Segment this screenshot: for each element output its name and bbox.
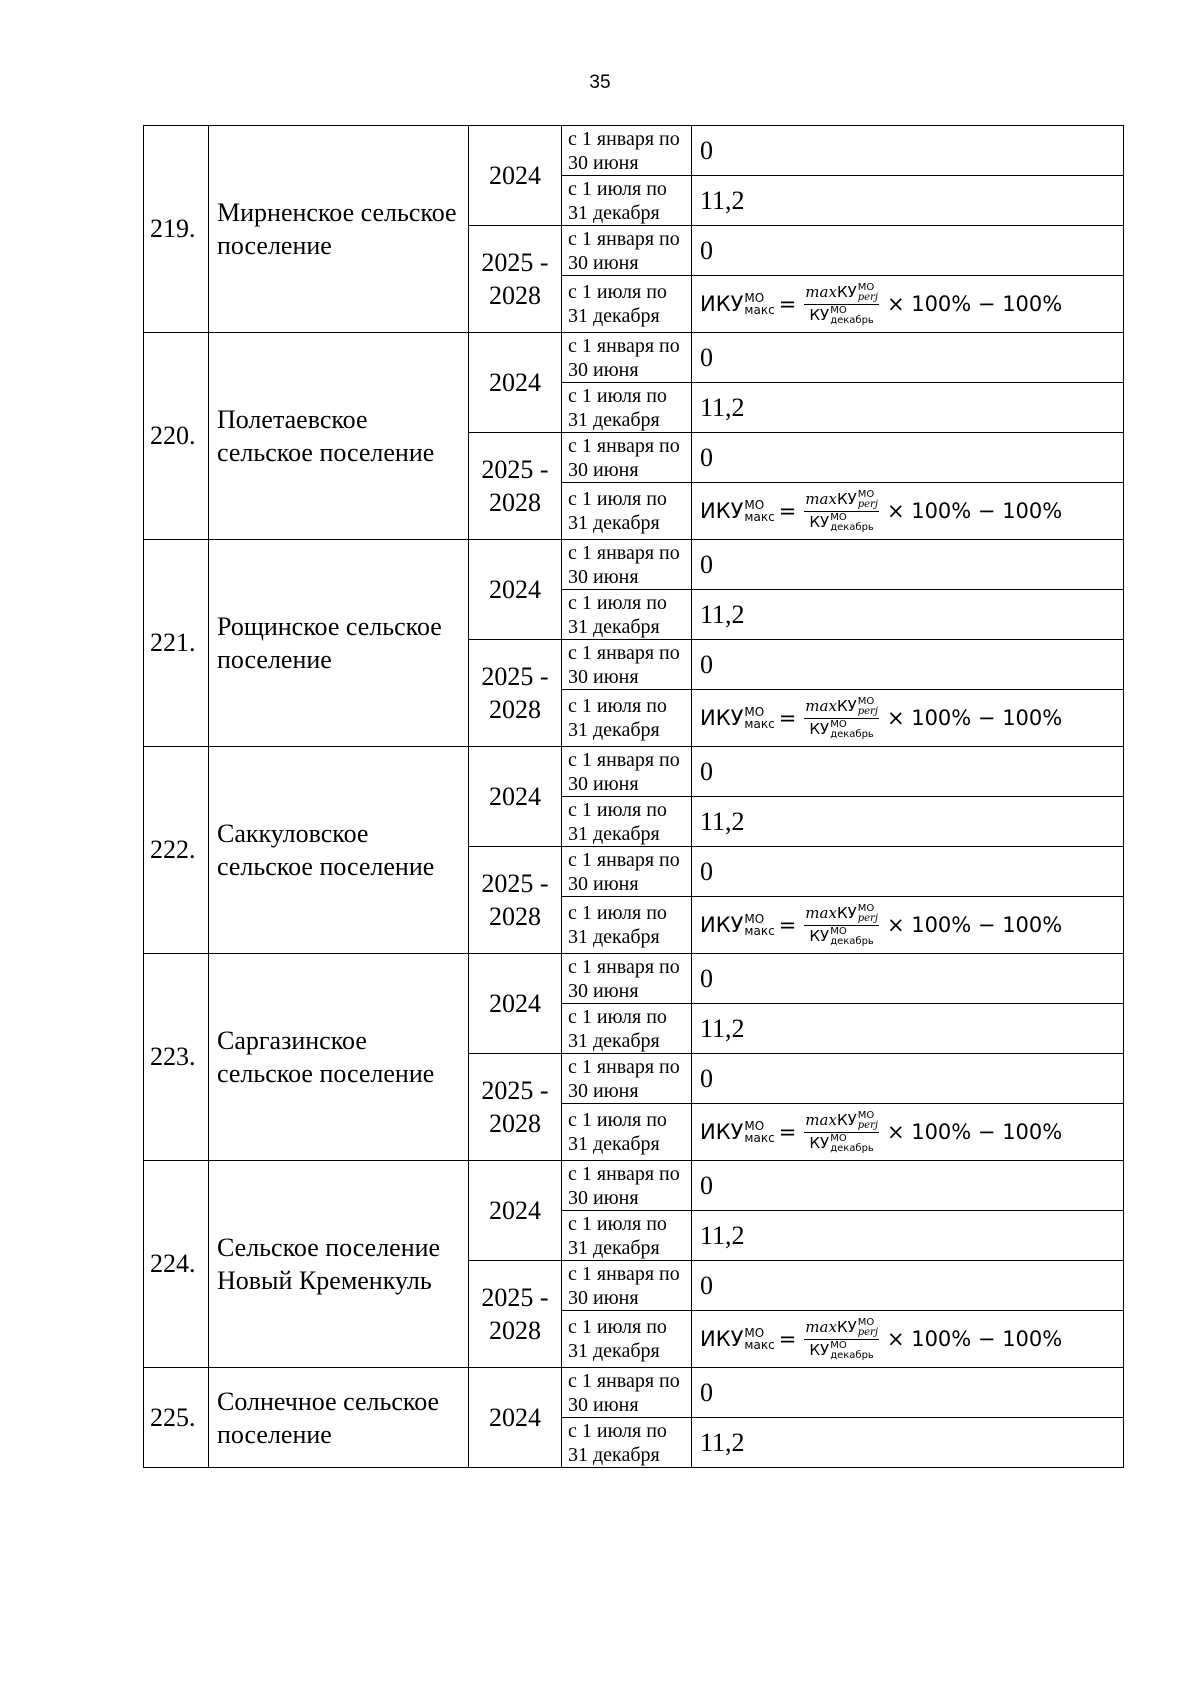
formula-equals: =: [778, 292, 797, 316]
formula: [700, 1318, 1123, 1361]
formula-lhs-main: ИКУ: [700, 499, 744, 523]
row-number: 222.: [144, 747, 209, 954]
formula-num-prefix: max: [805, 1318, 837, 1336]
formula-lhs-sup: МО: [744, 1119, 765, 1133]
table-row: [144, 747, 1124, 797]
value-cell: [692, 1104, 1124, 1161]
period-cell: с 1 января по 30 июня: [562, 1368, 692, 1418]
period-cell: с 1 января по 30 июня: [562, 433, 692, 483]
formula-fraction: [804, 904, 879, 947]
formula-equals: =: [778, 1327, 797, 1351]
table-row: [144, 1368, 1124, 1418]
formula-tail: × 100% − 100%: [886, 292, 1063, 316]
row-number: 221.: [144, 540, 209, 747]
value-cell: 0: [692, 433, 1124, 483]
period-cell: с 1 января по 30 июня: [562, 540, 692, 590]
formula-equals: =: [778, 499, 797, 523]
value-cell: 0: [692, 640, 1124, 690]
table-row: [144, 1161, 1124, 1211]
value-cell: 0: [692, 954, 1124, 1004]
formula-lhs-sub: макс: [744, 717, 775, 731]
period-cell: с 1 января по 30 июня: [562, 954, 692, 1004]
value-cell: [692, 483, 1124, 540]
formula-den-main: КУ: [809, 1341, 830, 1359]
formula-num-main: КУ: [836, 1318, 857, 1336]
period-cell: с 1 января по 30 июня: [562, 1261, 692, 1311]
formula-den-sup: МО: [830, 718, 847, 730]
formula-den-sub: декабрь: [830, 314, 874, 326]
value-cell: 0: [692, 847, 1124, 897]
period-cell: с 1 июля по 31 декабря: [562, 797, 692, 847]
settlement-name: Саккуловское сельское поселение: [209, 747, 469, 954]
formula-num-sub: perj: [857, 912, 878, 924]
formula-num-sup: МО: [857, 1109, 875, 1121]
value-cell: 0: [692, 126, 1124, 176]
formula-num-sub: perj: [857, 705, 878, 717]
period-cell: с 1 января по 30 июня: [562, 640, 692, 690]
year-cell: 2025 - 2028: [469, 1054, 562, 1161]
formula-fraction: [804, 1318, 879, 1361]
period-cell: с 1 июля по 31 декабря: [562, 483, 692, 540]
formula-lhs-sup: МО: [744, 912, 765, 926]
value-cell: 11,2: [692, 1004, 1124, 1054]
period-cell: с 1 июля по 31 декабря: [562, 176, 692, 226]
formula-num-prefix: max: [805, 697, 837, 715]
formula-den-sub: декабрь: [830, 935, 874, 947]
value-cell: 11,2: [692, 383, 1124, 433]
period-cell: с 1 июля по 31 декабря: [562, 383, 692, 433]
period-cell: с 1 января по 30 июня: [562, 333, 692, 383]
year-cell: 2024: [469, 1161, 562, 1261]
formula-equals: =: [778, 706, 797, 730]
value-cell: 0: [692, 747, 1124, 797]
formula-num-main: КУ: [836, 697, 857, 715]
value-cell: 11,2: [692, 1211, 1124, 1261]
period-cell: с 1 июля по 31 декабря: [562, 1211, 692, 1261]
period-cell: с 1 января по 30 июня: [562, 747, 692, 797]
period-cell: с 1 января по 30 июня: [562, 847, 692, 897]
formula: [700, 490, 1123, 533]
row-number: 220.: [144, 333, 209, 540]
formula-tail: × 100% − 100%: [886, 499, 1063, 523]
formula-lhs-main: ИКУ: [700, 292, 744, 316]
formula-num-sub: perj: [857, 1119, 878, 1131]
period-cell: с 1 июля по 31 декабря: [562, 1104, 692, 1161]
formula-num-sup: МО: [857, 488, 875, 500]
value-cell: 0: [692, 1261, 1124, 1311]
formula: [700, 697, 1123, 740]
period-cell: с 1 января по 30 июня: [562, 126, 692, 176]
table-row: [144, 333, 1124, 383]
formula-den-sup: МО: [830, 304, 847, 316]
value-cell: 11,2: [692, 797, 1124, 847]
formula-lhs-main: ИКУ: [700, 1120, 744, 1144]
formula-lhs-sub: макс: [744, 1131, 775, 1145]
period-cell: с 1 июля по 31 декабря: [562, 897, 692, 954]
table-row: [144, 126, 1124, 176]
formula-fraction: [804, 490, 879, 533]
formula-equals: =: [778, 913, 797, 937]
value-cell: [692, 1311, 1124, 1368]
formula-den-sub: декабрь: [830, 521, 874, 533]
period-cell: с 1 января по 30 июня: [562, 1161, 692, 1211]
allowance-table: [143, 125, 1124, 1468]
formula: [700, 283, 1123, 326]
year-cell: 2025 - 2028: [469, 1261, 562, 1368]
formula-num-sup: МО: [857, 1316, 875, 1328]
table-row: [144, 954, 1124, 1004]
formula-num-sub: perj: [857, 291, 878, 303]
formula-num-sub: perj: [857, 498, 878, 510]
formula-lhs-sub: макс: [744, 1338, 775, 1352]
formula-den-sup: МО: [830, 1132, 847, 1144]
formula-num-sup: МО: [857, 281, 875, 293]
formula-num-prefix: max: [805, 490, 837, 508]
row-number: 223.: [144, 954, 209, 1161]
formula-tail: × 100% − 100%: [886, 706, 1063, 730]
formula-den-main: КУ: [809, 927, 830, 945]
formula-lhs-main: ИКУ: [700, 1327, 744, 1351]
formula-lhs-sup: МО: [744, 1326, 765, 1340]
value-cell: 0: [692, 1054, 1124, 1104]
formula-den-sub: декабрь: [830, 1142, 874, 1154]
formula-num-prefix: max: [805, 904, 837, 922]
settlement-name: Сельское поселение Новый Кременкуль: [209, 1161, 469, 1368]
formula-num-main: КУ: [836, 904, 857, 922]
year-cell: 2025 - 2028: [469, 640, 562, 747]
row-number: 225.: [144, 1368, 209, 1468]
period-cell: с 1 июля по 31 декабря: [562, 1418, 692, 1468]
period-cell: с 1 июля по 31 декабря: [562, 690, 692, 747]
row-number: 224.: [144, 1161, 209, 1368]
formula-lhs-main: ИКУ: [700, 913, 744, 937]
value-cell: 0: [692, 333, 1124, 383]
formula-tail: × 100% − 100%: [886, 1120, 1063, 1144]
formula-lhs-sub: макс: [744, 924, 775, 938]
settlement-name: Рощинское сельское поселение: [209, 540, 469, 747]
period-cell: с 1 июля по 31 декабря: [562, 1311, 692, 1368]
year-cell: 2025 - 2028: [469, 226, 562, 333]
formula-tail: × 100% − 100%: [886, 1327, 1063, 1351]
year-cell: 2024: [469, 954, 562, 1054]
settlement-name: Солнечное сельское поселение: [209, 1368, 469, 1468]
formula-den-main: КУ: [809, 720, 830, 738]
year-cell: 2024: [469, 333, 562, 433]
value-cell: 0: [692, 1161, 1124, 1211]
period-cell: с 1 января по 30 июня: [562, 1054, 692, 1104]
period-cell: с 1 июля по 31 декабря: [562, 590, 692, 640]
year-cell: 2024: [469, 1368, 562, 1468]
formula-fraction: [804, 283, 879, 326]
formula-den-main: КУ: [809, 513, 830, 531]
formula-tail: × 100% − 100%: [886, 913, 1063, 937]
formula-num-main: КУ: [836, 490, 857, 508]
formula-num-prefix: max: [805, 1111, 837, 1129]
settlement-name: Саргазинское сельское поселение: [209, 954, 469, 1161]
formula-equals: =: [778, 1120, 797, 1144]
period-cell: с 1 июля по 31 декабря: [562, 1004, 692, 1054]
value-cell: 11,2: [692, 176, 1124, 226]
period-cell: с 1 июля по 31 декабря: [562, 276, 692, 333]
year-cell: 2025 - 2028: [469, 847, 562, 954]
formula-den-main: КУ: [809, 1134, 830, 1152]
table-row: [144, 540, 1124, 590]
settlement-name: Полетаевское сельское поселение: [209, 333, 469, 540]
value-cell: [692, 690, 1124, 747]
formula-den-sup: МО: [830, 511, 847, 523]
period-cell: с 1 января по 30 июня: [562, 226, 692, 276]
formula-lhs-sup: МО: [744, 291, 765, 305]
formula-num-prefix: max: [805, 283, 837, 301]
formula-num-sup: МО: [857, 902, 875, 914]
value-cell: [692, 276, 1124, 333]
value-cell: 11,2: [692, 1418, 1124, 1468]
formula-den-main: КУ: [809, 306, 830, 324]
page-number: 35: [589, 72, 611, 93]
formula-lhs-main: ИКУ: [700, 706, 744, 730]
row-number: 219.: [144, 126, 209, 333]
formula-lhs-sub: макс: [744, 510, 775, 524]
formula-num-main: КУ: [836, 1111, 857, 1129]
formula-den-sup: МО: [830, 1339, 847, 1351]
formula-fraction: [804, 1111, 879, 1154]
formula-lhs-sub: макс: [744, 303, 775, 317]
formula-lhs-sup: МО: [744, 705, 765, 719]
formula-num-main: КУ: [836, 283, 857, 301]
value-cell: 0: [692, 1368, 1124, 1418]
value-cell: 11,2: [692, 590, 1124, 640]
formula-num-sup: МО: [857, 695, 875, 707]
formula-den-sub: декабрь: [830, 1349, 874, 1361]
formula-den-sup: МО: [830, 925, 847, 937]
value-cell: 0: [692, 540, 1124, 590]
formula-num-sub: perj: [857, 1326, 878, 1338]
year-cell: 2024: [469, 540, 562, 640]
value-cell: 0: [692, 226, 1124, 276]
year-cell: 2025 - 2028: [469, 433, 562, 540]
year-cell: 2024: [469, 126, 562, 226]
formula: [700, 1111, 1123, 1154]
year-cell: 2024: [469, 747, 562, 847]
formula-lhs-sup: МО: [744, 498, 765, 512]
formula: [700, 904, 1123, 947]
settlement-name: Мирненское сельское поселение: [209, 126, 469, 333]
formula-fraction: [804, 697, 879, 740]
value-cell: [692, 897, 1124, 954]
formula-den-sub: декабрь: [830, 728, 874, 740]
